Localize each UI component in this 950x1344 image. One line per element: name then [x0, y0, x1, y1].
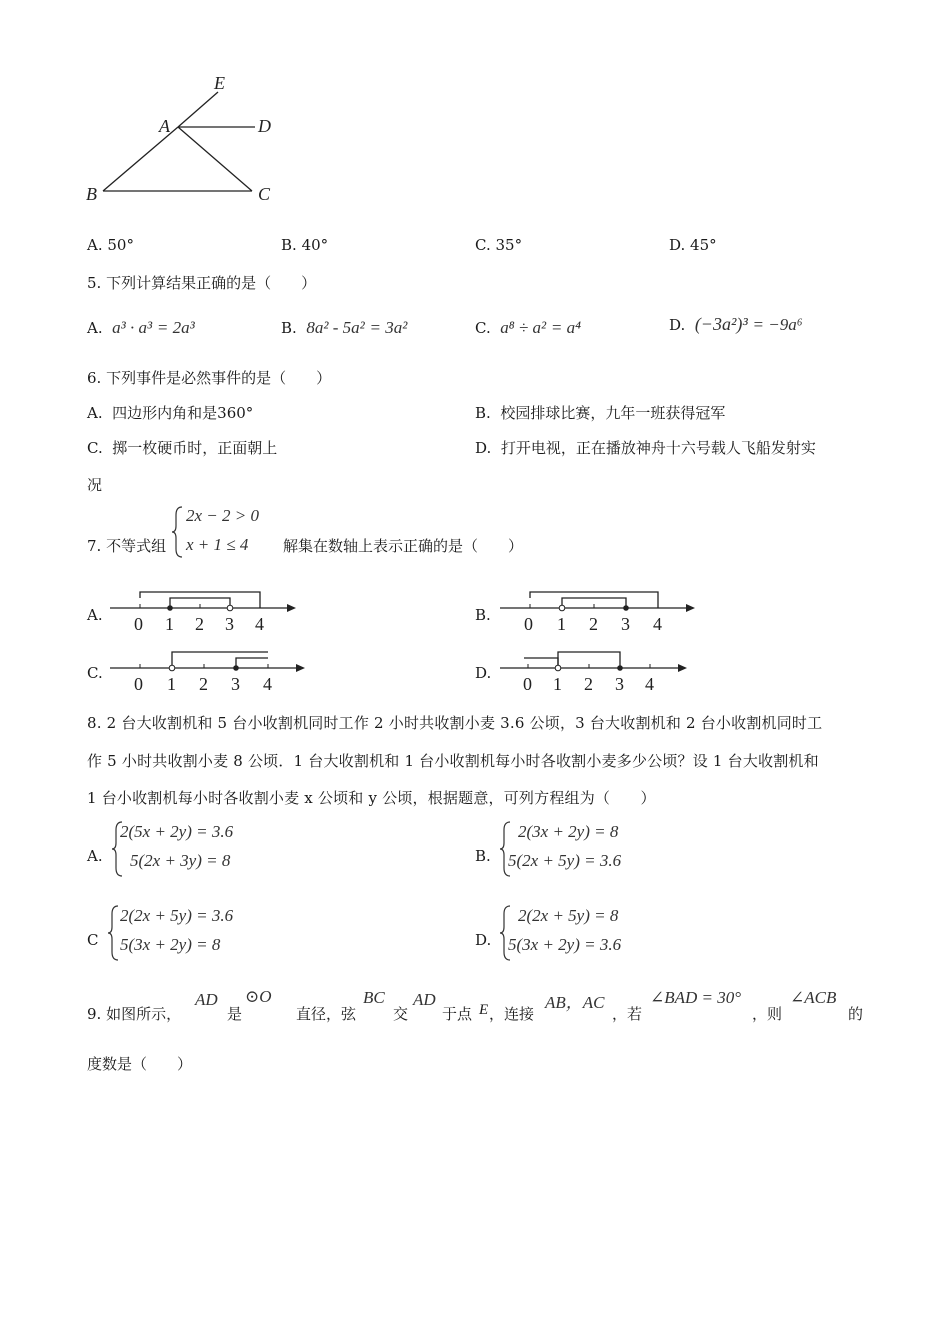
svg-text:2: 2 [584, 674, 593, 694]
q9-ad: AD [195, 990, 218, 1009]
q8-option-a-label: A. [87, 847, 103, 865]
q4-option-d: D. 45° [669, 236, 717, 254]
q9-angle-bad: ∠BAD = 30° [650, 988, 742, 1007]
q6-option-b: B. 校园排球比赛，九年一班获得冠军 [475, 404, 726, 422]
q6-stem: 6. 下列事件是必然事件的是（ ） [87, 369, 332, 387]
q6-option-c: C. 掷一枚硬币时，正面朝上 [87, 439, 278, 457]
q9-num: 9. 如图所示， [87, 1005, 182, 1023]
q9-e: E [479, 1002, 489, 1018]
q4-option-a: A. 50° [87, 236, 134, 254]
svg-text:0: 0 [523, 674, 532, 694]
q9-text-1: 直径，弦 [296, 1005, 357, 1023]
q8-line-1: 8. 2 台大收割机和 5 台小收割机同时工作 2 小时共收割小麦 3.6 公顷，3 台大收割机和 2 台小收割机同时工 [87, 714, 823, 732]
svg-text:0: 0 [134, 614, 143, 634]
q9-jiao: 交 [393, 1005, 409, 1023]
label-e: E [214, 73, 225, 93]
q5-option-c: C. a⁸ ÷ a² = a⁴ [475, 318, 582, 337]
q9-text-2: 于点 [442, 1005, 473, 1023]
q9-line-2: 度数是（ ） [87, 1055, 193, 1073]
q8-option-a-eq1: 2(5x + 2y) = 3.6 [120, 822, 234, 841]
q8-option-b-label: B. [475, 847, 491, 865]
q8-option-b-eq2: 5(2x + 5y) = 3.6 [508, 851, 622, 870]
label-a: A [159, 116, 170, 136]
svg-text:2: 2 [199, 674, 208, 694]
svg-text:3: 3 [621, 614, 630, 634]
q4-option-b: B. 40° [281, 236, 329, 254]
q8-option-c-eq2: 5(3x + 2y) = 8 [120, 935, 221, 954]
q5-option-a: A. a³ · a³ = 2a³ [87, 318, 195, 337]
q9-text-5: ，则 [752, 1005, 783, 1023]
svg-text:4: 4 [653, 614, 662, 634]
svg-text:2: 2 [195, 614, 204, 634]
q7-brace [172, 505, 184, 559]
label-b: B [86, 184, 97, 204]
q7-ineq2: x + 1 ≤ 4 [186, 535, 249, 554]
q7-option-d-label: D. [475, 664, 492, 682]
ray-ae [178, 92, 218, 127]
q9-text-3: ，连接 [489, 1005, 535, 1023]
q8-option-d-label: D. [475, 931, 492, 949]
svg-text:4: 4 [263, 674, 272, 694]
q8-option-d-eq1: 2(2x + 5y) = 8 [518, 906, 619, 925]
q7-option-b-label: B. [475, 606, 491, 624]
side-ac [178, 127, 252, 191]
svg-text:4: 4 [645, 674, 654, 694]
q4-option-c: C. 35° [475, 236, 523, 254]
q8-option-a-eq2: 5(2x + 3y) = 8 [130, 851, 231, 870]
q6-option-d-wrap: 况 [87, 476, 103, 494]
q7-suffix: 解集在数轴上表示正确的是（ ） [283, 537, 524, 555]
svg-text:1: 1 [557, 614, 566, 634]
q8-option-c-brace [108, 904, 120, 962]
q5-option-b: B. 8a² - 5a² = 3a² [281, 318, 408, 337]
q6-option-d: D. 打开电视，正在播放神舟十六号载人飞船发射实 [475, 439, 816, 457]
q5-stem: 5. 下列计算结果正确的是（ ） [87, 274, 317, 292]
q9-de: 的 [848, 1005, 864, 1023]
number-line-b [500, 588, 700, 638]
label-c: C [258, 184, 271, 204]
q8-option-d-eq2: 5(3x + 2y) = 3.6 [508, 935, 622, 954]
side-ab [103, 127, 178, 191]
q9-shi: 是 [227, 1005, 243, 1023]
q9-bc: BC [363, 988, 385, 1007]
q8-line-2: 作 5 小时共收割小麦 8 公顷．1 台大收割机和 1 台小收割机每小时各收割小麦多少公顷？设 1 台大收割机和 [87, 752, 819, 770]
svg-text:1: 1 [167, 674, 176, 694]
number-line-d [500, 648, 700, 698]
svg-text:0: 0 [524, 614, 533, 634]
q9-text-4: ，若 [612, 1005, 643, 1023]
q9-ab-ac: AB，AC [545, 993, 605, 1012]
q7-option-c-label: C. [87, 664, 103, 682]
q7-prefix: 7. 不等式组 [87, 537, 167, 555]
q7-ineq1: 2x − 2 > 0 [186, 506, 259, 525]
q9-angle-acb: ∠ACB [790, 988, 837, 1007]
label-d: D [258, 116, 271, 136]
q9-circle-o: ⊙O [245, 987, 272, 1006]
svg-text:1: 1 [165, 614, 174, 634]
q8-option-c-eq1: 2(2x + 5y) = 3.6 [120, 906, 234, 925]
svg-text:3: 3 [231, 674, 240, 694]
q8-line-3: 1 台小收割机每小时各收割小麦 x 公顷和 y 公顷，根据题意，可列方程组为（ ） [87, 789, 656, 807]
q9-ad-2: AD [413, 990, 436, 1009]
number-line-a [110, 588, 300, 638]
q5-option-d: D. (−3a²)³ = −9a⁶ [669, 314, 803, 334]
q8-option-c-label: C [87, 931, 99, 949]
svg-text:0: 0 [134, 674, 143, 694]
triangle-figure [80, 70, 300, 210]
svg-text:4: 4 [255, 614, 264, 634]
q8-option-b-eq1: 2(3x + 2y) = 8 [518, 822, 619, 841]
svg-text:3: 3 [225, 614, 234, 634]
svg-text:2: 2 [589, 614, 598, 634]
q7-option-a-label: A. [87, 606, 103, 624]
number-line-c [110, 648, 310, 698]
svg-text:3: 3 [615, 674, 624, 694]
svg-text:1: 1 [553, 674, 562, 694]
q6-option-a: A. 四边形内角和是360° [87, 404, 254, 422]
